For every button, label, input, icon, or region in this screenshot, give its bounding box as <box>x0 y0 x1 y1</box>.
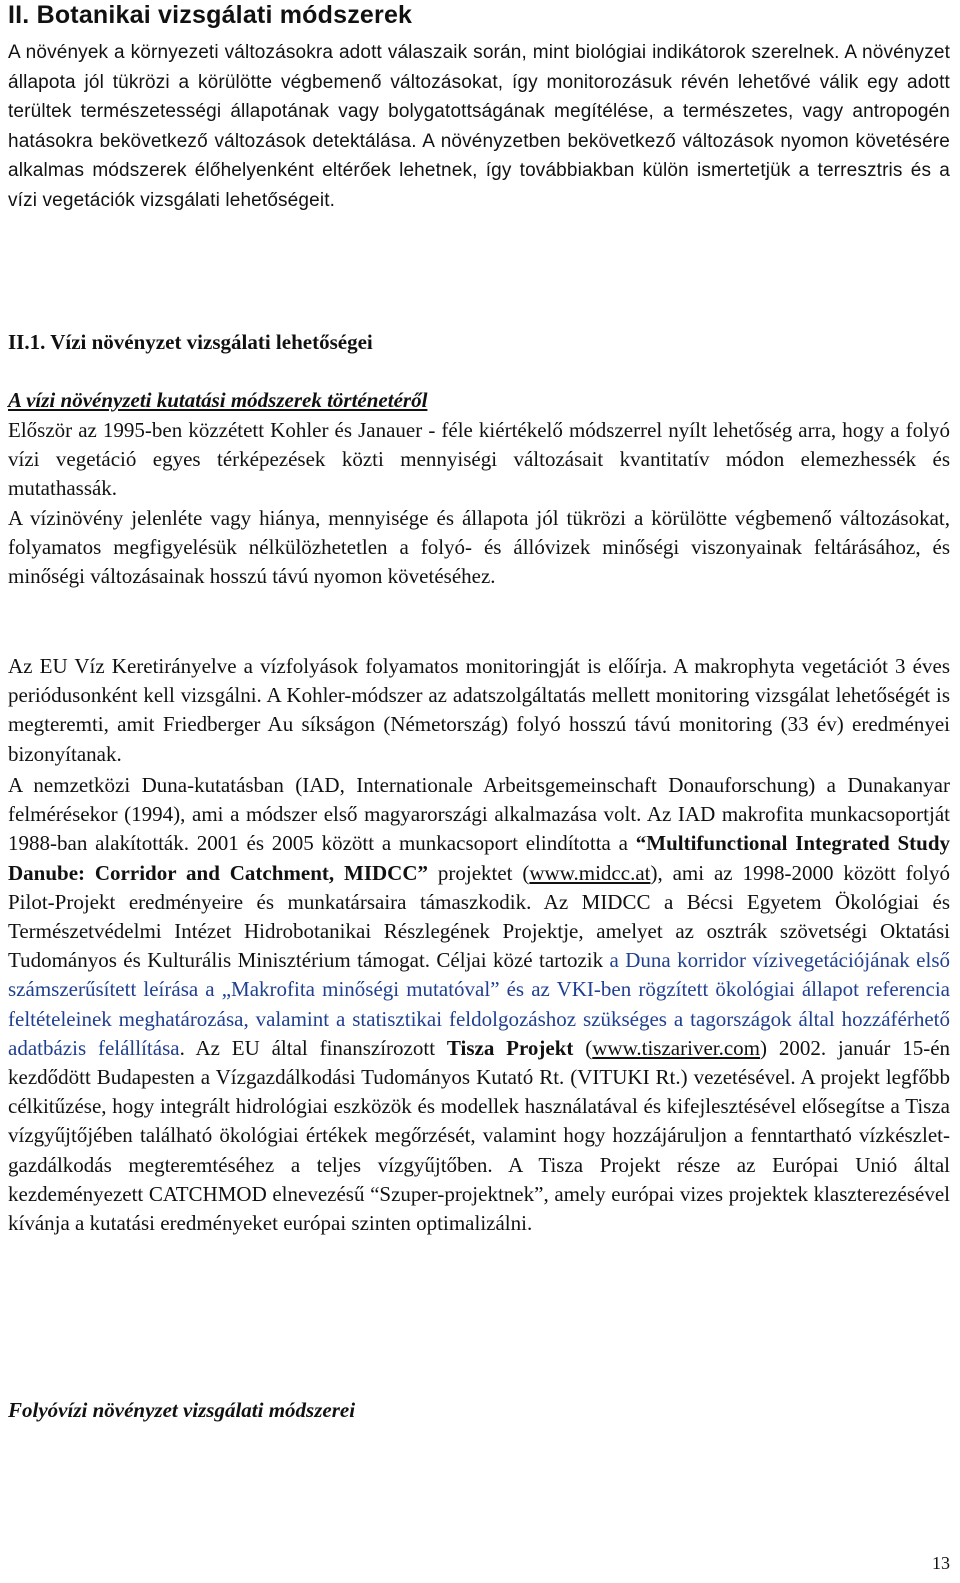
intro-paragraph: A növények a környezeti változásokra adott válaszaik során, mint biológiai indikátorok szerelnek. A növényzet állapota jól tükrözi a körülötte végbemenő változásokat, így monitorozásuk révén lehetővé válik egy adott terültek természetességi állapotának vagy bolygatottságának megítélése, a természetes, vagy antropogén hatásokra bekövetkező változások detektálása. A növényzetben bekövetkező változások nyomon követésére alkalmas módszerek élőhelyenként eltérőek lehetnek, így továbbiakban külön ismertetjük a terresztris és a vízi vegetációk vizsgálati lehetőségeit. <box>8 42 950 211</box>
text-run: projektet ( <box>428 860 530 885</box>
paragraph-eu-water-directive: Az EU Víz Keretirányelve a vízfolyások folyamatos monitoringját is előírja. A makrophyta vegetációt 3 éves periódusonként kell vizsgálni. A Kohler-módszer az adatszolgáltatás mellett monitoring vizsgálat lehetőségét is megteremti, amit Friedberger Au síkságon (Németország) folyó hosszú távú monitoring (33 év) eredményei bizonyítanak. <box>8 654 950 766</box>
paragraph-kohler-method: Először az 1995-ben közzétett Kohler és Janauer - féle kiértékelő módszerrel nyílt lehetőség arra, hogy a folyó vízi vegetáció egyes térképezések közti mennyiségi változásait kvantitatív módon elemezhessék és mutathassák. <box>8 418 950 501</box>
subsection-title: II.1. Vízi növényzet vizsgálati lehetőségei <box>8 330 373 354</box>
subsubsection-title-history: A vízi növényzeti kutatási módszerek történetéről <box>8 388 428 412</box>
subsubsection-title-river-methods: Folyóvízi növényzet vizsgálati módszerei <box>8 1398 356 1422</box>
paragraph-danube-research <box>8 771 950 1238</box>
link-tiszariver[interactable]: www.tiszariver.com <box>592 1035 761 1060</box>
paragraph-aquatic-plants: A vízinövény jelenléte vagy hiánya, mennyisége és állapota jól tükrözi a körülötte végbemenő változásokat, folyamatos megfigyelésük nélkülözhetetlen a folyó- és állóvizek minőségi viszonyainak feltárásához, és minőségi változásainak hosszú távú nyomon követéséhez. <box>8 506 950 589</box>
text-run: A nemzetközi Duna-kutatásban (IAD, Internationale Arbeitsgemeinschaft Donauforschung) a Dunakanyar felmérésekor (1994), ami a módszer első magyarországi alkalmazása volt. Az IAD makrofita munkacsoportját 1988-ban alakították. 2001 és 2005 között a munkacsoport elindította a <box>8 773 950 856</box>
text-run: ( <box>573 1035 593 1060</box>
project-title-midcc: “Multifunctional Integrated Study Danube: Corridor and Catchment, MIDCC” <box>8 831 950 885</box>
section-title: II. Botanikai vizsgálati módszerek <box>8 1 413 29</box>
page-number: 13 <box>932 1553 950 1573</box>
text-run: ) 2002. január 15-én kezdődött Budapesten a Vízgazdálkodási Tudományos Kutató Rt. (VITUKI Rt.) vezetésével. A projekt legfőbb célkitűzése, hogy integrált hidrológiai eszközök és modellek használatával és kifejlesztésével elősegítse a Tisza vízgyűjtőjében található ökológiai értékek megőrzését, valamint hogy hozzájáruljon a fenntartható vízkészlet-gazdálkodás megteremtéséhez a teljes vízgyűjtőben. A Tisza Projekt része az Európai Unió által kezdeményezett CATCHMOD elnevezésű “Szuper-projektnek”, amely európai vizes projektek klaszterezésével kívánja a kutatási eredményeket európai szinten optimalizálni. <box>8 1035 951 1236</box>
link-midcc[interactable]: www.midcc.at <box>529 860 651 885</box>
text-run: . Az EU által finanszírozott <box>179 1035 447 1060</box>
highlighted-goal-text: a Duna korridor vízivegetációjának első számszerűsített leírása a „Makrofita minőségi mutatóval” és az VKI-ben rögzített ökológiai állapot referencia feltételeinek meghatározása, valamint a statisztikai feldolgozáshoz szükséges a tagországok által hozzáférhető adatbázis felállítása <box>8 948 950 1060</box>
text-run: ), ami az 1998-2000 között folyó Pilot-Projekt eredményeire és munkatársaira támaszkodik. Az MIDCC a Bécsi Egyetem Ökológiai és Természetvédelmi Intézet Hidrobotanikai Részlegének Projektje, amelyet az osztrák szövetségi Oktatási Tudományos és Kulturális Minisztérium támogat. Céljai közé tartozik <box>8 860 951 973</box>
project-title-tisza: Tisza Projekt <box>446 1035 574 1060</box>
